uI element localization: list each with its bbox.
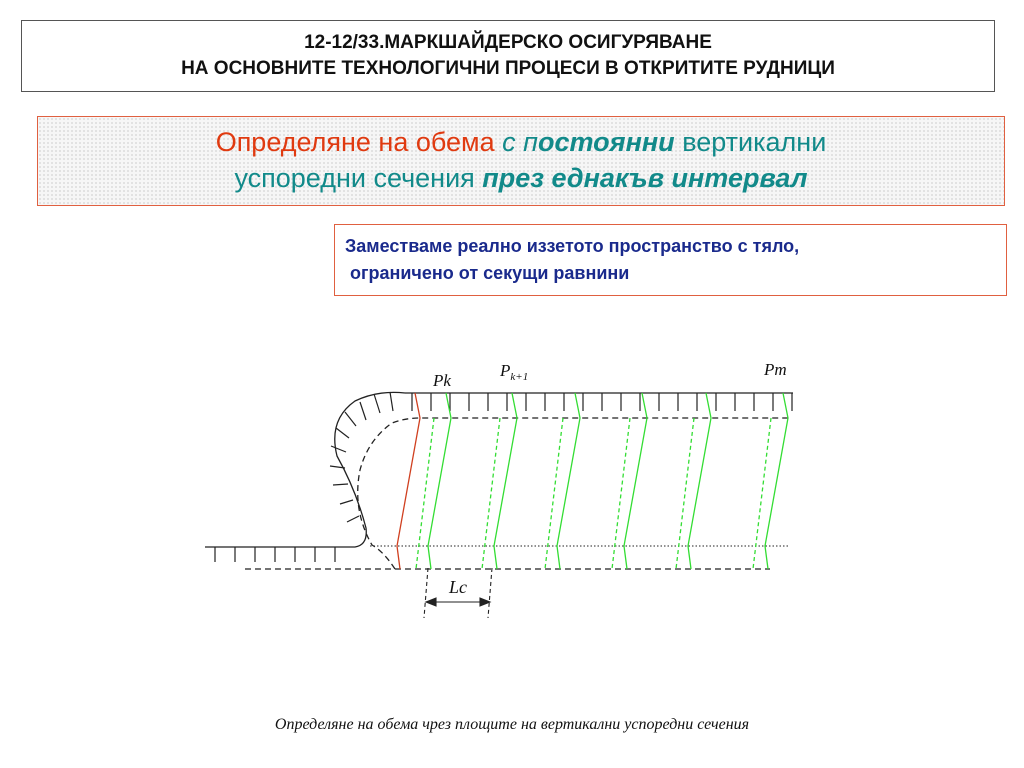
section-6 [765,393,788,569]
label-pm: Pm [764,360,787,379]
subtitle-part-5: успоредни сечения [234,163,483,193]
title-line-1: 12-12/33.МАРКШАЙДЕРСКО ОСИГУРЯВАНЕ [304,32,712,53]
section-guide [416,418,434,569]
slope-hachure [336,428,349,438]
slope-hachure [374,394,380,413]
label-lc: Lc [449,577,467,597]
caption: Определяне на обема чрез площите на вертикални успоредни сечения [274,716,750,733]
lc-extension-right [488,568,492,618]
note-line-2: ограничено от секущи равнини [345,263,630,283]
slope-hachure [390,392,393,411]
label-pk: Pk [433,371,451,390]
lc-arrow-right [480,598,490,606]
subtitle-part-2: с п [494,127,539,157]
label-pk1-main: P [500,361,511,380]
lc-extension-left [424,568,428,618]
title-line-2: НА ОСНОВНИТЕ ТЕХНОЛОГИЧНИ ПРОЦЕСИ В ОТКРИТИТЕ РУДНИЦИ [181,58,835,79]
subtitle-part-6: през еднакъв интервал [482,163,808,193]
section-guide [612,418,630,569]
section-3 [557,393,580,569]
ground-line [205,392,405,547]
section-4 [624,393,647,569]
note-line-1: Заместваме реално иззетото пространство с тяло, [345,236,800,256]
subtitle-part-1: Определяне на обема [215,127,495,157]
slope-hachure [347,516,359,522]
subtitle-part-4: вертикални [674,127,827,157]
section-5 [688,393,711,569]
slope-hachure [340,500,353,504]
lc-arrow-left [426,598,436,606]
label-pk1 [499,361,528,383]
section-1 [428,393,451,569]
slope-hachure [331,446,346,452]
slope-hachure [360,402,366,420]
section-2 [494,393,517,569]
label-pk1-sub: k+1 [510,371,529,383]
subtitle-part-3: остоянни [538,127,675,157]
slope-hachure [345,412,356,426]
slope-hachure [333,484,348,485]
section-first [397,393,420,569]
